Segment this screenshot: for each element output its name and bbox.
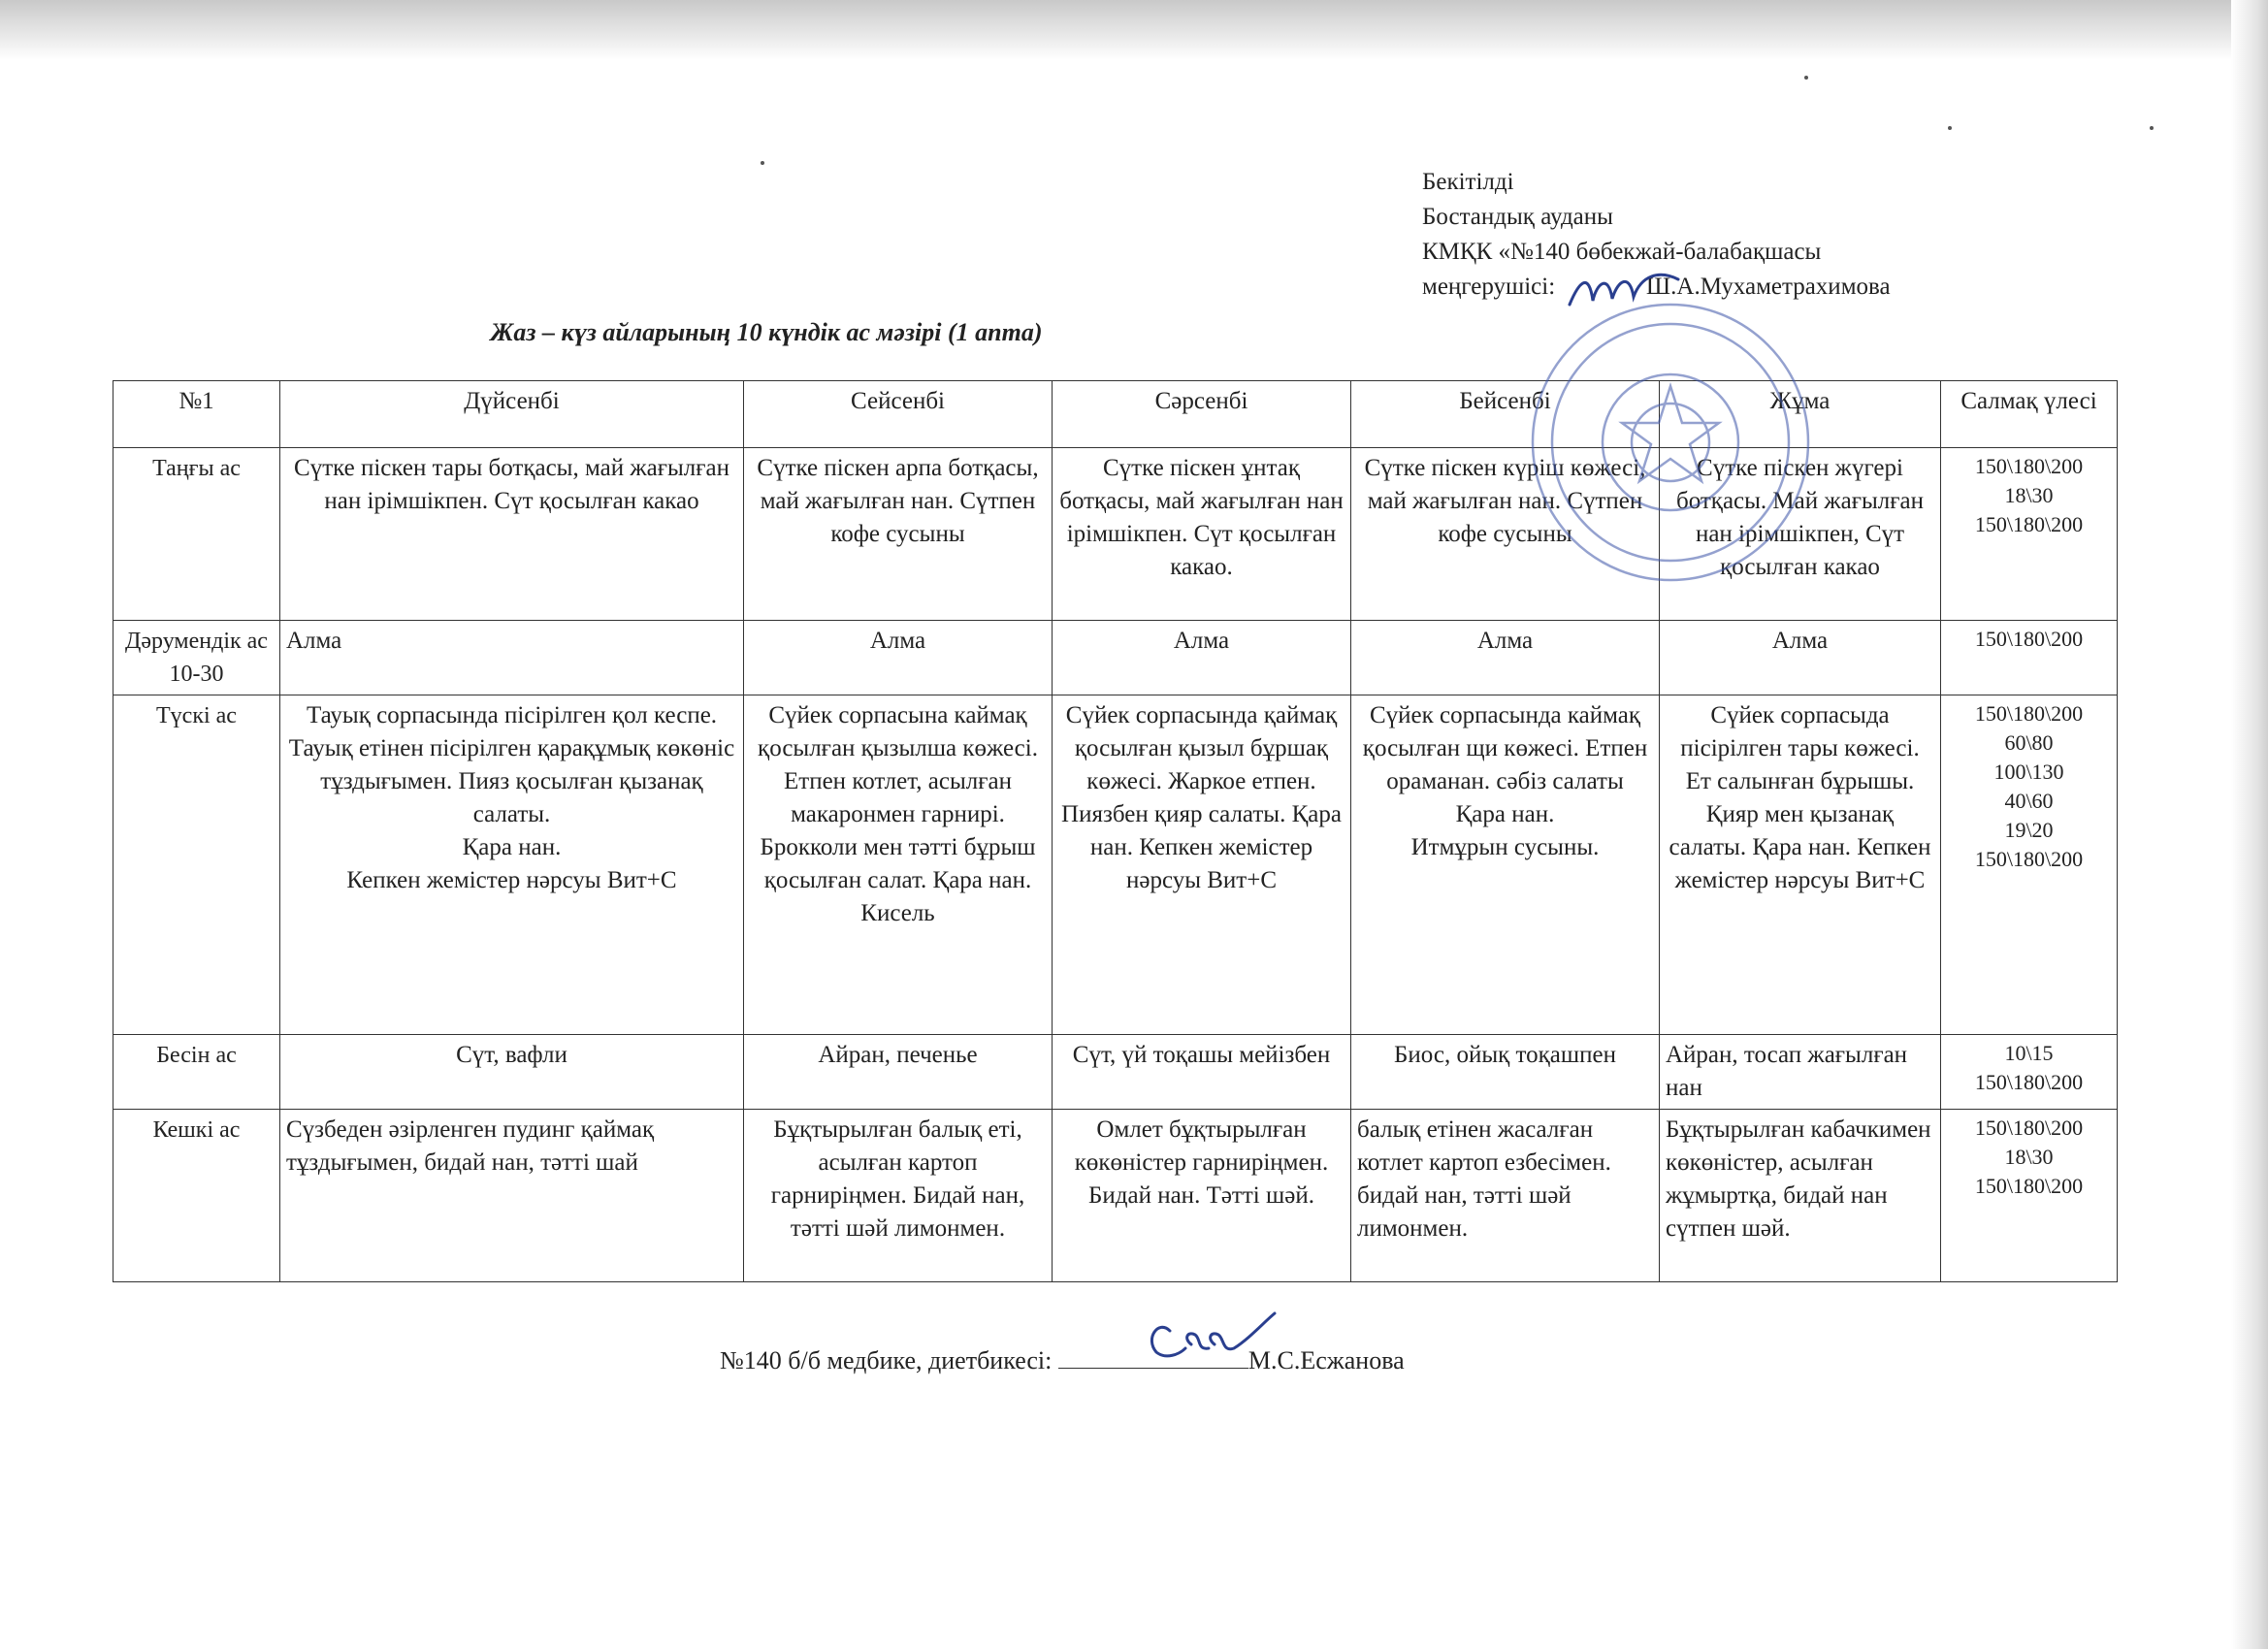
menu-cell: Алма	[1660, 621, 1941, 695]
scan-speck	[1948, 126, 1952, 130]
menu-cell: Сүт, вафли	[280, 1035, 744, 1110]
official-stamp	[1525, 297, 1816, 588]
menu-cell: Сүтке піскен арпа ботқасы, май жағылған нан. Сүтпен кофе сусыны	[744, 448, 1053, 621]
weight-cell: 10\15 150\180\200	[1941, 1035, 2118, 1110]
header-cell: №1	[113, 381, 280, 448]
menu-cell: Бұқтырылған балық еті, асылған картоп гарниріңмен. Бидай нан, тәтті шәй лимонмен.	[744, 1110, 1053, 1282]
table-row	[113, 1110, 2118, 1282]
header-cell: Дүйсенбі	[280, 381, 744, 448]
footer-prefix: №140 б/б медбике, диетбикесі:	[720, 1346, 1058, 1374]
menu-cell: Сүтке піскен күріш көжесі, май жағылған нан. Сүтпен кофе сусыны	[1351, 448, 1660, 621]
table-row	[113, 621, 2118, 695]
menu-cell: Сүйек сорпасында қаймақ қосылған қызыл бұршақ көжесі. Жаркое етпен. Пиязбен қияр салаты. Қара нан. Кепкен жемістер нәрсуы Вит+С	[1053, 695, 1351, 1035]
scan-speck	[761, 161, 764, 165]
menu-cell: Айран, тосап жағылған нан	[1660, 1035, 1941, 1110]
weight-cell: 150\180\200	[1941, 621, 2118, 695]
menu-cell: Сүйек сорпасына каймақ қосылған қызылша көжесі. Етпен котлет, асылған макаронмен гарнирі. Брокколи мен тәтті бұрыш қосылған салат. Қара нан. Кисель	[744, 695, 1053, 1035]
weight-cell: 150\180\200 60\80 100\130 40\60 19\20 150\180\200	[1941, 695, 2118, 1035]
footer-name: М.С.Есжанова	[1247, 1346, 1405, 1374]
menu-cell: Сүзбеден әзірленген пудинг қаймақ тұздығымен, бидай нан, тәтті шай	[280, 1110, 744, 1282]
table-row	[113, 1035, 2118, 1110]
menu-cell: Бұқтырылған кабачкимен көкөністер, асылған жұмыртқа, бидай нан сүтпен шәй.	[1660, 1110, 1941, 1282]
scan-speck	[1804, 76, 1808, 80]
menu-cell: Омлет бұқтырылған көкөністер гарниріңмен. Бидай нан. Тәтті шәй.	[1053, 1110, 1351, 1282]
meal-name-cell: Дәрумендік ас 10-30	[113, 621, 280, 695]
header-cell: Сәрсенбі	[1053, 381, 1351, 448]
table-row	[113, 448, 2118, 621]
scan-edge-top	[0, 0, 2268, 60]
menu-cell: Сүйек сорпасыда пісірілген тары көжесі. Ет салынған бұрышы. Қияр мен қызанақ салаты. Қара нан. Кепкен жемістер нәрсуы Вит+С	[1660, 695, 1941, 1035]
approval-line: меңгерушісі: Ш.А.Мухаметрахимова	[1422, 274, 1891, 300]
table-header-row	[113, 381, 2118, 448]
menu-cell: Биос, ойық тоқашпен	[1351, 1035, 1660, 1110]
menu-cell: Алма	[280, 621, 744, 695]
header-cell: Бейсенбі	[1351, 381, 1660, 448]
approval-line: Бостандық ауданы	[1422, 204, 1613, 230]
menu-cell: Сүтке піскен жүгері ботқасы. Май жағылған нан ірімшікпен, Сүт қосылған какао	[1660, 448, 1941, 621]
menu-cell: Айран, печенье	[744, 1035, 1053, 1110]
header-cell: Салмақ үлесі	[1941, 381, 2118, 448]
meal-name-cell: Таңғы ас	[113, 448, 280, 621]
meal-name-cell: Бесін ас	[113, 1035, 280, 1110]
header-cell: Сейсенбі	[744, 381, 1053, 448]
menu-cell: балық етінен жасалған котлет картоп езбесімен. бидай нан, тәтті шәй лимонмен.	[1351, 1110, 1660, 1282]
menu-cell: Алма	[1053, 621, 1351, 695]
document-title: Жаз – күз айларының 10 күндік ас мәзірі (1 апта)	[490, 318, 1043, 346]
menu-cell: Сүт, үй тоқашы мейізбен	[1053, 1035, 1351, 1110]
weight-cell: 150\180\200 18\30 150\180\200	[1941, 1110, 2118, 1282]
meal-name-cell: Кешкі ас	[113, 1110, 280, 1282]
director-signature	[1566, 262, 1682, 320]
footer	[720, 1342, 1405, 1375]
approval-line: КМҚК «№140 бөбекжай-балабақшасы	[1422, 239, 1822, 265]
menu-cell: Сүтке піскен тары ботқасы, май жағылған нан ірімшікпен. Сүт қосылған какао	[280, 448, 744, 621]
menu-cell: Сүйек сорпасында каймақ қосылған щи көжесі. Етпен ораманан. сәбіз салаты Қара нан. Итмұрын сусыны.	[1351, 695, 1660, 1035]
weight-cell: 150\180\200 18\30 150\180\200	[1941, 448, 2118, 621]
menu-table	[113, 380, 2118, 1282]
scan-speck	[2150, 126, 2154, 130]
menu-cell: Алма	[1351, 621, 1660, 695]
menu-cell: Тауық сорпасында пісірілген қол кеспе. Тауық етінен пісірілген қарақұмық көкөніс тұздығымен. Пияз қосылған қызанақ салаты. Қара нан. Кепкен жемістер нәрсуы Вит+С	[280, 695, 744, 1035]
approval-line: Бекітілді	[1422, 169, 1514, 195]
scan-edge-right	[2231, 0, 2268, 1649]
meal-name-cell: Түскі ас	[113, 695, 280, 1035]
header-cell: Жұма	[1660, 381, 1941, 448]
nurse-signature	[1141, 1310, 1286, 1368]
menu-cell: Алма	[744, 621, 1053, 695]
table-row	[113, 695, 2118, 1035]
menu-cell: Сүтке піскен ұнтақ ботқасы, май жағылған нан ірімшікпен. Сүт қосылған какао.	[1053, 448, 1351, 621]
